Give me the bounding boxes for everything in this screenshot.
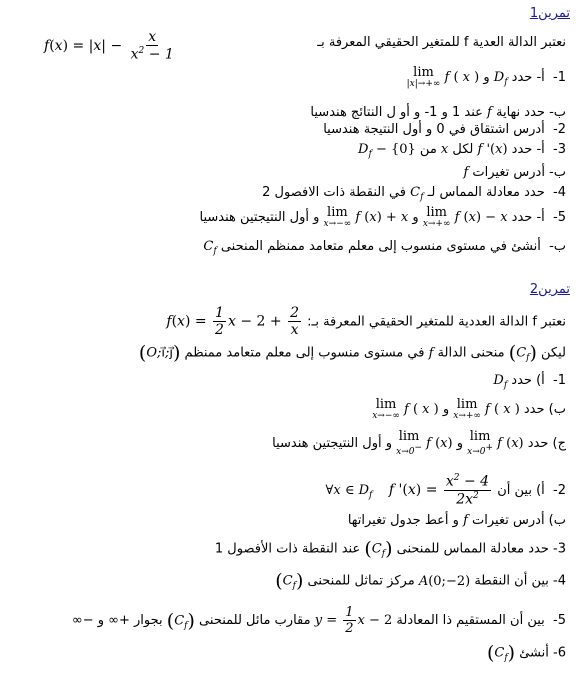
ex2-q4: 4- بين أن النقطة A(0;−2) مركز تماثل للمنحنى $(C_f)$ [275, 570, 566, 592]
ex2-intro: نعتبر f الدالة العددية للمتغير الحقيقي المعرفة بـ: f(x) = $\frac{1}{2}$ x − 2 + $\frac{2}{x}$ [166, 305, 566, 338]
ex1-intro: نعتبر الدالة العدية f للمتغير الحقيقي المعرفة بـ [317, 35, 566, 50]
ex1-q2: 2- أدرس اشتقاق في 0 و أول النتيجة هندسيا [323, 122, 566, 137]
ex2-q2b: ب) أدرس تغيرات f و أعط جدول تغيراتها [347, 513, 566, 528]
ex1-q1: 1- أ- حدد $D_f$ و lim |x|→+∞ f ( x ) [406, 65, 566, 89]
ex1-q5b: ب- أنشئ في مستوى منسوب إلى معلم متعامد ممنظم المنحنى $C_f$ [203, 239, 566, 257]
ex1-q3: 3- أ- حدد f '(x) لكل x من $D_f - \{0\}$ [358, 142, 566, 160]
ex1-q4: 4- حدد معادلة المماس لـ $C_f$ في النقطة ذات الافصول 2 [262, 185, 566, 203]
ex2-q6: 6- أنشئ $(C_f)$ [486, 642, 566, 664]
ex1-q5: 5- أ- حدد lim x→+∞ f (x) − x و lim x→−∞ f (x) + x و أول النتيجتين هندسيا [199, 205, 566, 229]
exercise-2-title: تمرين2 [529, 282, 570, 297]
ex2-frame: ليكن $(C_f)$ منحنى الدالة f في مستوى منسوب إلى معلم متعامد ممنظم (O;i⃗;j⃗) [138, 342, 566, 364]
ex2-q1b: ب) حدد lim x→+∞ f ( x ) و lim x→−∞ f ( x ) [372, 397, 566, 421]
ex2-q3: 3- حدد معادلة المماس للمنحنى $(C_f)$ عند النقطة ذات الأفصول 1 [214, 538, 566, 560]
ex1-q3b: ب- أدرس تغيرات f [463, 165, 566, 180]
ex1-function-definition: f(x) = |x| − $\frac{x}{x^2 - 1}$ [44, 29, 174, 63]
ex2-q2: 2- أ) بين أن f '(x) = $\frac{x^2 - 4}{2x^2}$ ∀x ∈ $D_f$ [325, 473, 566, 508]
ex2-q1: 1- أ) حدد $D_f$ [493, 373, 566, 391]
exercise-1-title: تمرين1 [529, 6, 570, 21]
ex2-q1c: ج) حدد lim x→0+ f (x) و lim x→0− f (x) و أول النتيجتين هندسيا [272, 429, 566, 457]
ex1-q1b: ب- حدد نهاية f عند 1 و 1- و أو ل النتائج هندسيا [310, 105, 566, 120]
ex2-q5: 5- بين أن المستقيم ذا المعادلة y = $\frac{1}{2}$ x − 2 مقارب مائل للمنحنى $(C_f)$ بجوار +∞ و −∞ [71, 605, 566, 636]
